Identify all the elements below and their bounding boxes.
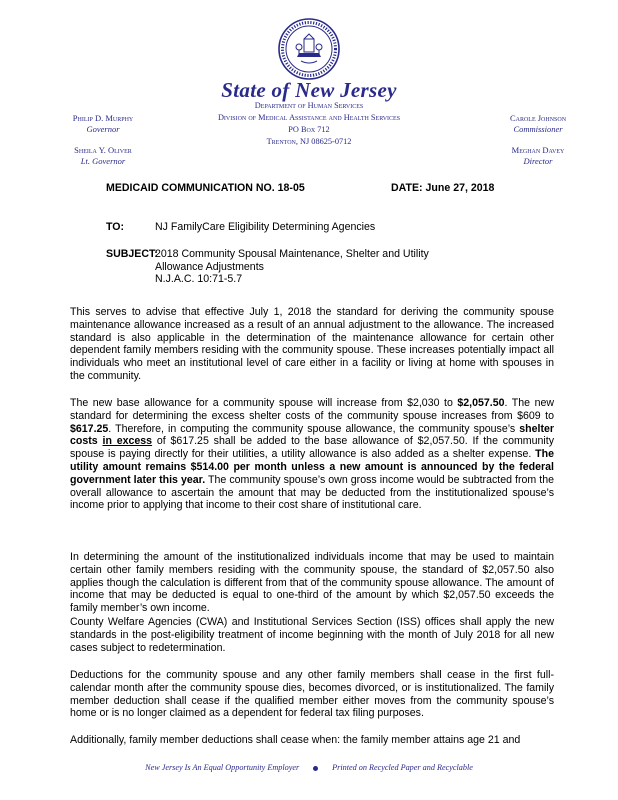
paragraph-deductions-cease: Deductions for the community spouse and any other family members shall cease in the first full-calendar month after the community spouse dies, becomes divorced, or is institutionalized. The family member deduction shall cease if the qualified member either moves from the community spouse’s home or is no longer claimed as a dependent for federal tax filing purposes.	[70, 669, 554, 720]
shelter-standard-amount: $617.25	[70, 422, 109, 435]
bullet-icon	[313, 766, 318, 771]
city-line: Trenton, NJ 08625-0712	[266, 137, 352, 146]
state-name-logo: State of New Jersey	[221, 78, 397, 102]
paragraph-allowance	[70, 397, 554, 512]
footer-recycled: Printed on Recycled Paper and Recyclable	[332, 763, 473, 772]
text-run: . Therefore, in computing the community spouse allowance, the community spouse’s	[108, 422, 520, 435]
paragraph-family-members: In determining the amount of the institutionalized individuals income that may be used to maintain certain other family members residing with the community spouse, the standard of $2,057.50 also applies though the calculation is different from that of the community spouse allowance. The amount of income that may be deducted is equal to one-third of the amount by which $2,057.50 exceeds the family member’s own income.	[70, 551, 554, 615]
subject-line: Allowance Adjustments	[155, 260, 264, 273]
in-excess-emphasis: in excess	[102, 435, 153, 448]
shelter-costs-emphasis: shelter costs	[70, 422, 554, 448]
paragraph-intro: This serves to advise that effective July 1, 2018 the standard for deriving the community spouse maintenance allowance increased as a result of an annual adjustment to the allowance. The increased standard is also applicable in the determination of the maintenance allowance for certain other dependent family members residing with the community spouse. These increases potentially impact all individuals who meet an institutional level of care either in a facility or living at home with spouses in the community.	[70, 306, 554, 382]
text-run: . The new standard for determining the excess shelter costs of the community spouse increases from $609 to	[70, 397, 554, 422]
lt-governor-title: Lt. Governor	[80, 156, 126, 166]
governor-block	[33, 113, 173, 167]
subject-line: 2018 Community Spousal Maintenance, Shelter and Utility	[155, 248, 429, 260]
division-line: Division of Medical Assistance and Health Services	[217, 113, 401, 122]
communication-date: DATE: June 27, 2018	[391, 182, 495, 194]
director-title: Director	[523, 156, 553, 166]
governor-title: Governor	[86, 124, 120, 134]
base-allowance-amount: $2,057.50	[457, 397, 505, 409]
utility-amount-statement: The utility amount remains $514.00 per month unless a new amount is announced by the federal government later this year.	[70, 448, 554, 486]
to-value: NJ FamilyCare Eligibility Determining Agencies	[155, 221, 376, 233]
text-run: of $617.25 shall be added to the base allowance of $2,057.50. If the community spouse is paying directly for their utilities, a utility allowance is also added as a shelter expense.	[70, 435, 554, 461]
subject-line: N.J.A.C. 10:71-5.7	[155, 273, 243, 285]
footer-equal-opportunity: New Jersey Is An Equal Opportunity Employer	[145, 763, 300, 772]
text-run: The community spouse’s own gross income would be subtracted from the overall allowance to ascertain the amount that may be deducted from the institutionalized spouse’s income prior to applying that income to their cost share of institutional care.	[70, 473, 555, 512]
subject-label: SUBJECT:	[106, 248, 158, 260]
communication-number: MEDICAID COMMUNICATION NO. 18-05	[106, 182, 305, 194]
footer	[0, 763, 618, 772]
paragraph-additionally: Additionally, family member deductions shall cease when: the family member attains age 21 and	[70, 734, 521, 746]
lt-governor-name: Sheila Y. Oliver	[74, 145, 132, 155]
to-label: TO:	[106, 221, 125, 233]
po-box-line: PO Box 712	[288, 125, 330, 134]
department-line: Department of Human Services	[254, 101, 364, 110]
text-run: The new base allowance for a community spouse will increase from $2,030 to	[70, 397, 458, 409]
paragraph-cwa-iss: County Welfare Agencies (CWA) and Institutional Services Section (ISS) offices shall apply the new standards in the post-eligibility treatment of income beginning with the month of July 2018 for all new cases subject to redetermination.	[70, 616, 554, 654]
commissioner-name: Carole Johnson	[509, 113, 567, 123]
commissioner-block	[478, 113, 598, 167]
director-name: Meghan Davey	[511, 145, 565, 155]
commissioner-title: Commissioner	[513, 124, 563, 134]
subject-value	[155, 248, 475, 286]
governor-name: Philip D. Murphy	[72, 113, 134, 123]
state-seal-icon	[277, 17, 341, 81]
